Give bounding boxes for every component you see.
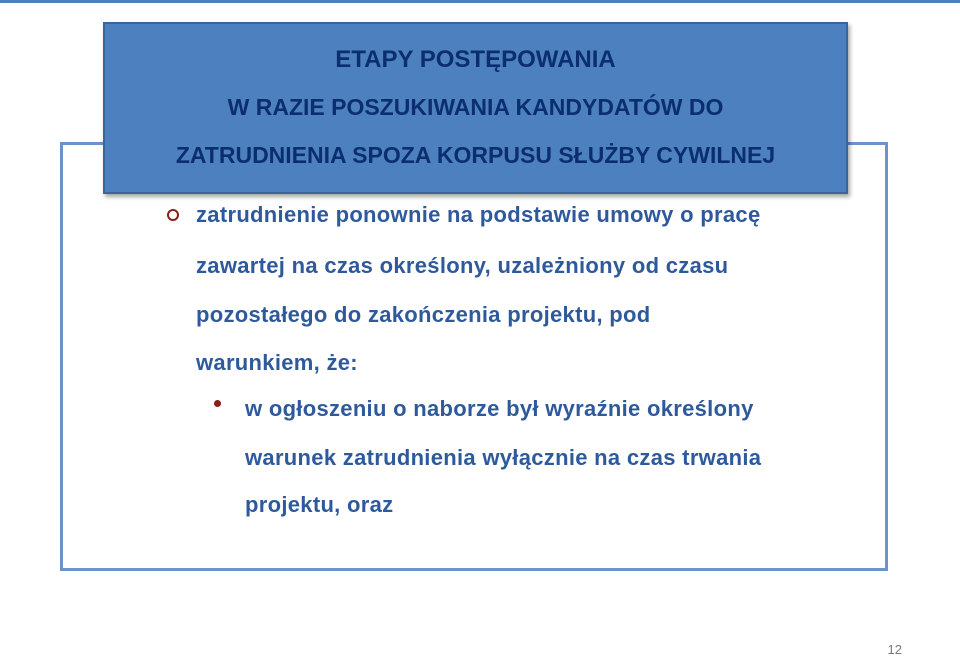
bullet-text-line-2: zawartej na czas określony, uzależniony od czasu bbox=[196, 253, 729, 278]
sub-bullet-text-line-1: w ogłoszeniu o naborze był wyraźnie określony bbox=[245, 396, 754, 421]
title-box bbox=[103, 22, 848, 194]
page-number: 12 bbox=[887, 642, 902, 657]
ring-bullet-icon bbox=[167, 209, 179, 221]
title-line-2: W RAZIE POSZUKIWANIA KANDYDATÓW DO bbox=[227, 94, 724, 120]
sub-bullet-text-line-3: projektu, oraz bbox=[245, 492, 394, 517]
sub-bullet-text-line-2: warunek zatrudnienia wyłącznie na czas trwania bbox=[245, 445, 762, 470]
title-line-1: ETAPY POSTĘPOWANIA bbox=[335, 46, 616, 73]
bullet-text-line-4: warunkiem, że: bbox=[196, 350, 358, 375]
dot-bullet-icon bbox=[214, 400, 221, 407]
title-line-3: ZATRUDNIENIA SPOZA KORPUSU SŁUŻBY CYWILNEJ bbox=[175, 142, 776, 168]
bullet-text-line-3: pozostałego do zakończenia projektu, pod bbox=[196, 302, 651, 327]
bullet-text-line-1: zatrudnienie ponownie na podstawie umowy o pracę bbox=[196, 202, 761, 227]
top-rule bbox=[0, 0, 960, 3]
